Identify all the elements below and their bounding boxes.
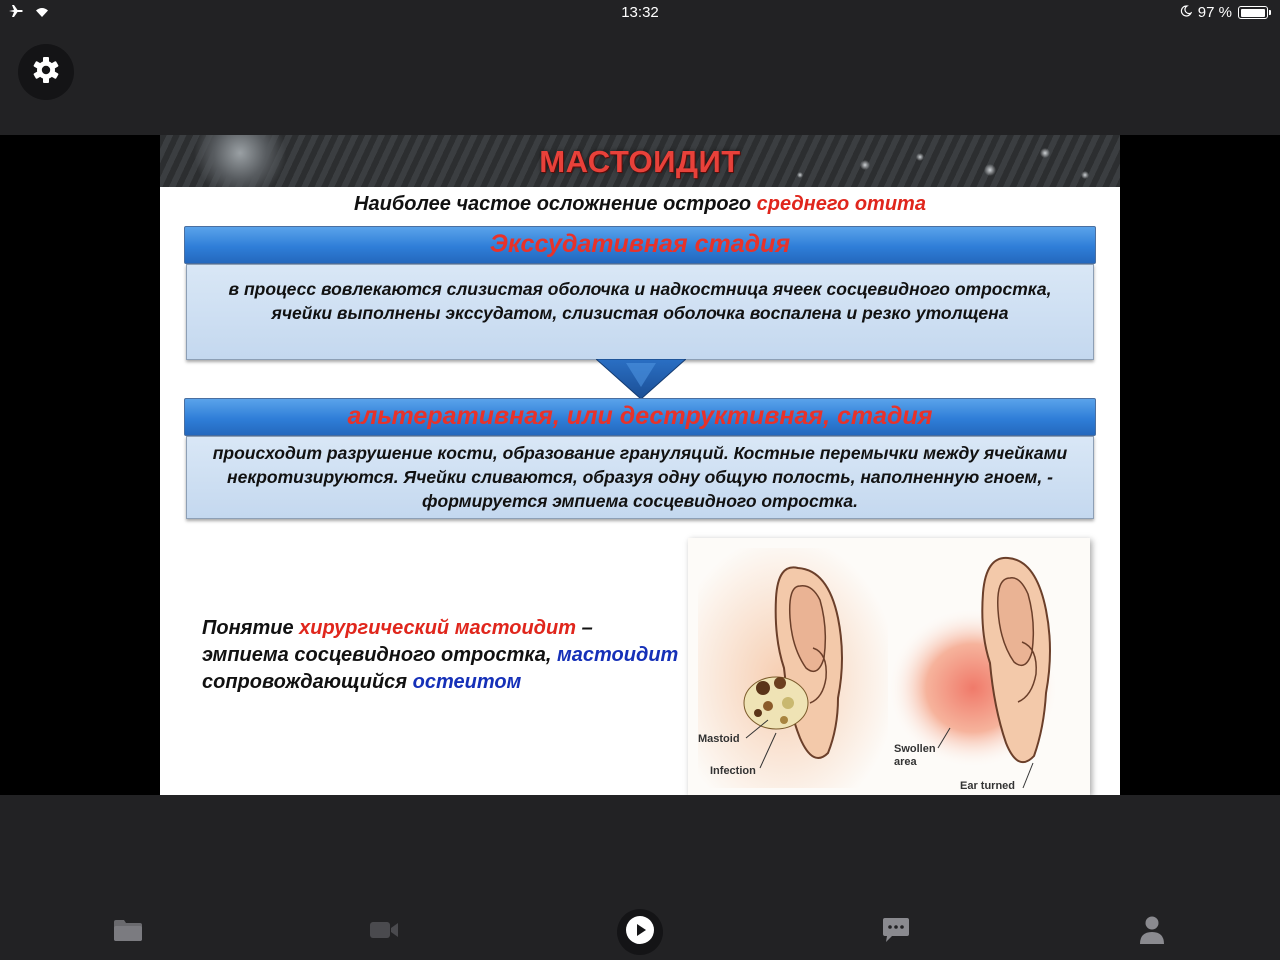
tab-video[interactable] <box>364 912 404 952</box>
concept-term-red: хирургический мастоидит <box>299 617 577 639</box>
tab-chat[interactable] <box>876 912 916 952</box>
stage-destructive <box>184 398 1096 519</box>
slide-viewer[interactable] <box>0 135 1280 795</box>
stage-exudative <box>184 226 1096 360</box>
settings-button[interactable] <box>18 44 74 100</box>
concept-text <box>202 615 682 696</box>
battery-icon <box>1238 6 1268 19</box>
label-swollen-area: Swollen area <box>894 743 936 768</box>
label-ear-turned: Ear turned <box>960 780 1016 792</box>
tab-files[interactable] <box>108 912 148 952</box>
play-icon <box>625 915 655 950</box>
concept-term-blue: остеитом <box>412 671 522 693</box>
person-icon <box>1139 915 1165 950</box>
stage-body: происходит разрушение кости, образование грануляций. Костные перемычки между ячейками некротизируются. Ячейки сливаются, образуя одну общую полость, наполненную гноем, - формируется эмпиема сосцевидного отростка. <box>186 436 1094 519</box>
ear-drawing <box>688 538 1090 795</box>
battery-level <box>1241 9 1265 17</box>
concept-part: сопровождающийся <box>202 671 413 693</box>
ear-illustration <box>688 538 1090 795</box>
subtitle-highlight: среднего отита <box>756 193 926 215</box>
concept-term-blue: мастоидит <box>556 644 679 666</box>
video-camera-icon <box>369 919 399 946</box>
status-right <box>1180 4 1268 21</box>
stage-header: Экссудативная стадия <box>184 226 1096 264</box>
gear-icon <box>31 55 61 90</box>
slide <box>160 135 1120 795</box>
tab-profile[interactable] <box>1132 912 1172 952</box>
slide-title: МАСТОИДИТ <box>539 144 741 179</box>
concept-part: Понятие <box>202 617 300 639</box>
stage-header: альтеративная, или деструктивная, стадия <box>184 398 1096 436</box>
status-bar <box>0 0 1280 26</box>
concept-part: – эмпиема сосцевидного отростка, <box>202 617 593 666</box>
moon-icon <box>1180 4 1192 21</box>
battery-percent: 97 % <box>1197 4 1232 21</box>
tab-play[interactable] <box>617 909 663 955</box>
label-infection: Infection <box>710 765 756 777</box>
chat-icon <box>882 917 910 948</box>
subtitle-text: Наиболее частое осложнение острого <box>354 193 757 215</box>
arrow-down-icon <box>596 359 686 401</box>
slide-banner <box>160 135 1120 187</box>
slide-subtitle <box>160 193 1120 216</box>
folder-icon <box>113 918 143 947</box>
status-time: 13:32 <box>621 4 659 21</box>
stage-body: в процесс вовлекаются слизистая оболочка и надкостница ячеек сосцевидного отростка, ячейки выполнены экссудатом, слизистая оболочка воспалена и резко утолщена <box>186 264 1094 360</box>
label-mastoid: Mastoid <box>698 733 740 745</box>
